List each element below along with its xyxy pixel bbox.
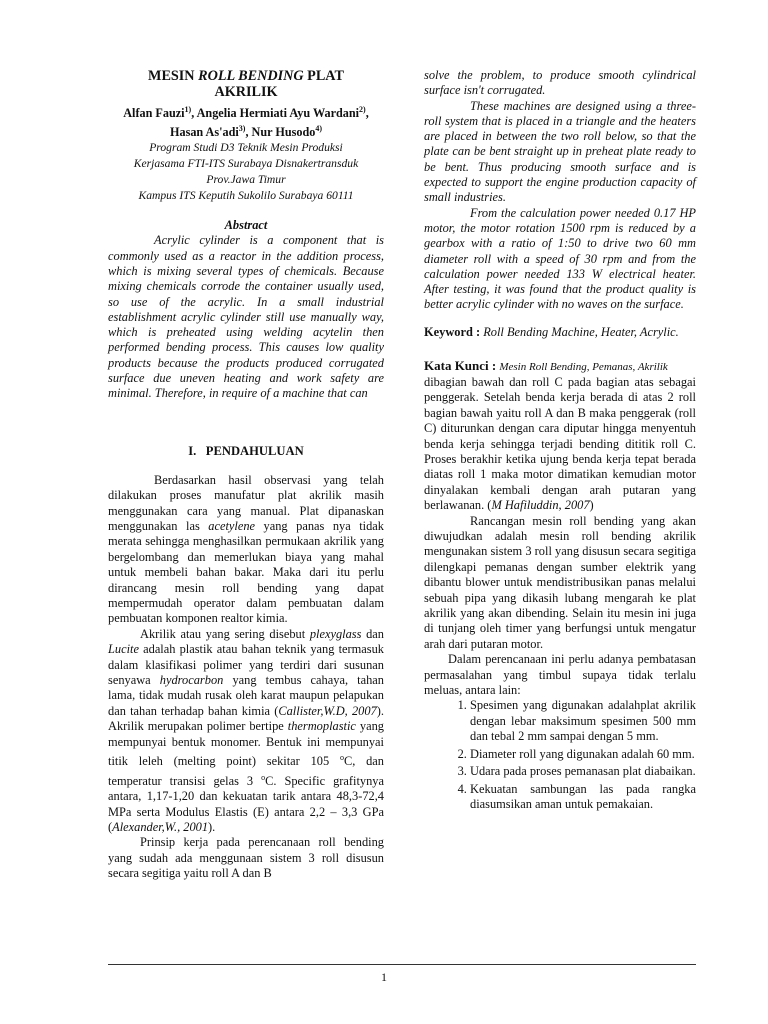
text-run: adalah plastik atau bahan teknik yang termasuk dalam klasifikasi polimer yang terdiri dari susunan senyawa	[108, 642, 384, 688]
italic-run: acetylene	[208, 519, 256, 534]
abstract-paragraph-3: From the calculation power needed 0.17 HP motor, the motor rotation 1500 rpm is reduced by a gearbox with a ratio of 1:50 to drive two 60 mm diameter roll with a speed of 30 rpm and from the calculation power needed 133 W electrical heater. After testing, it was found that the product quality is better acrylic cylinder with no waves on the surface.	[424, 205, 696, 312]
text-run: )	[589, 498, 594, 513]
keywords-label: Keyword :	[424, 324, 481, 339]
author-4-sup: 4)	[315, 124, 322, 134]
intro-paragraph-3-cont	[424, 375, 696, 514]
affiliation-line: Prov.Jawa Timur	[206, 173, 286, 187]
text-run: ).	[208, 819, 216, 834]
abstract-paragraph-1-cont: solve the problem, to produce smooth cylindrical surface isn't corrugated.	[424, 68, 696, 98]
degree-sup: o	[261, 772, 266, 782]
text-run: C, dan temperatur transisi gelas 3	[108, 754, 384, 788]
text-run: ). Akrilik merupakan polimer bertipe	[108, 703, 384, 734]
author-1: Alfan Fauzi	[123, 106, 185, 121]
text-run: Akrilik atau yang sering disebut	[140, 626, 310, 641]
list-item: 1. Spesimen yang digunakan adalahplat akrilik dengan lebar maksimum spesimen 500 mm dan tebal 2 mm sampai dengan 5 mm.	[470, 698, 696, 744]
intro-paragraph-4: Rancangan mesin roll bending yang akan diwujudkan adalah mesin roll bending akrilik mengunakan sistem 3 roll yang disusun secara segitiga dilengkapi pemanas dengan sumber elektrik yang dibantu blower untuk mendistribusikan panas melalui sebuah pipa yang dikasih lubang mengarah ke plat akrilik yang akan dibending. Selain itu mesin ini juga di tunjang oleh timer yang berfungsi untuk mengatur arah dari putaran motor.	[424, 513, 696, 651]
title-italic: ROLL BENDING	[198, 68, 304, 84]
abstract-heading: Abstract	[224, 218, 268, 233]
keywords	[424, 325, 696, 340]
italic-run: Callister,W.D, 2007	[278, 703, 377, 718]
text-run: C. Specific grafitynya antara, 1,17-1,20 dan kekuatan tarik antara 48,3-72,4 MPa serta Modulus Elastis (E) antara 2,2 – 3,3 GPa (	[108, 773, 384, 834]
kata-kunci-text: Mesin Roll Bending, Pemanas, Akrilik	[499, 360, 668, 373]
intro-paragraph-2	[108, 627, 384, 836]
italic-run: M Hafiluddin, 2007	[491, 498, 590, 513]
affiliation	[108, 140, 384, 204]
intro-paragraph-5: Dalam perencanaan ini perlu adanya pembatasan permasalahan yang timbul supaya tidak terlalu meluas, antara lain:	[424, 652, 696, 698]
kata-kunci	[424, 358, 696, 375]
intro-paragraph-1	[108, 473, 384, 627]
intro-paragraph-3: Prinsip kerja pada perencanaan roll bending yang sudah ada menggunaan sistem 3 roll disusun secara segitiga yaitu roll A dan B	[108, 835, 384, 881]
author-3-sup: 3)	[238, 124, 246, 134]
author-sep: ,	[365, 106, 369, 121]
abstract-paragraph-1: Acrylic cylinder is a component that is commonly used as a reactor in the addition process, which is mixing several types of chemicals. Because mixing chemicals corrode the container usually used, so use of the acrylic. In a small industrial establishment acrylic cylinder still use manually way, which is preheated using welding acytelin then performed bending process. This causes low quality products because the products produced corrugated surface due uneven heating and work safety are minimal. Therefore, in require of a machine that can	[108, 233, 384, 401]
keywords-text: Roll Bending Machine, Heater, Acrylic.	[483, 324, 679, 339]
text-run: yang tembus cahaya, tahan lama, tidak mudah rusak oleh karat maupun pelapukan dan tahan terhadap bahan kimia (	[108, 673, 384, 718]
abstract-paragraph-2: These machines are designed using a three-roll system that is placed in a triangle and the heaters are placed in between the two roll below, so that the plate can be bent straight up in preheat plate ready to be bent. Thus producing smooth surface and is expected to support the engine production capacity of small industries.	[424, 98, 696, 205]
text-run: yang mempunyai bentuk monomer. Bentuk ini mempunyai titik leleh (melting point) sekitar 105	[108, 719, 385, 769]
text-run: yang panas nya tidak merata sehingga menghasilkan permukaan akrilik yang bergelombang dan memerlukan biaya yang mahal untuk membeli bahan bakar. Maka dari itu perlu dirancang mesin roll bending yang dapat mempermudah operator dalam pembuatan dalam pembuatan komponen realtor kimia.	[108, 519, 384, 626]
author-1-sup: 1)	[184, 105, 192, 114]
affiliation-line: Program Studi D3 Teknik Mesin Produksi	[149, 141, 343, 155]
italic-run: Alexander,W., 2001	[112, 819, 209, 834]
title-part2: PLAT	[303, 68, 344, 84]
italic-run: hydrocarbon	[159, 673, 224, 688]
author-3: Hasan As'adi	[170, 125, 239, 140]
page-number: 1	[381, 970, 387, 984]
author-2-sup: 2)	[359, 105, 366, 114]
list-item: 3. Udara pada proses pemanasan plat diabaikan.	[470, 764, 696, 779]
limitations-list	[424, 698, 696, 812]
italic-run: plexyglass	[309, 626, 362, 641]
authors	[108, 102, 384, 140]
right-column	[424, 68, 696, 814]
title-line2: AKRILIK	[214, 84, 278, 100]
left-column	[108, 68, 384, 882]
section-heading-pendahuluan: I. PENDAHULUAN	[188, 443, 304, 458]
list-item: 2. Diameter roll yang digunakan adalah 60 mm.	[470, 747, 696, 762]
text-run: dibagian bawah dan roll C pada bagian atas sebagai penggerak. Setelah benda kerja berada di atas 2 roll bagian bawah yaitu roll A dan B maka penggerak (roll C) diturunkan dengan cara diputar hingga menyentuh benda kerja sehingga terjadi bending dititik roll C. Proses berakhir ketika ujung benda kerja tepat berada diatas roll 1 maka motor dimatikan kemudian motor dinyalakan kembali dengan arah putaran yang berlawanan. (	[424, 374, 696, 513]
title-part1: MESIN	[148, 68, 199, 84]
list-item: 4. Kekuatan sambungan las pada rangka diasumsikan aman untuk pemakaian.	[470, 782, 696, 813]
text-run: dan	[361, 626, 384, 641]
italic-run: Lucite	[108, 642, 139, 657]
affiliation-line: Kerjasama FTI-ITS Surabaya Disnakertransduk	[133, 157, 359, 171]
text-run: Berdasarkan hasil observasi yang telah dilakukan proses manufatur plat akrilik masih menggunakan cara yang manual. Plat dipanaskan menggunakan las	[108, 472, 384, 534]
kata-kunci-label: Kata Kunci :	[424, 357, 497, 373]
paper-title	[108, 68, 384, 100]
italic-run: thermoplastic	[287, 719, 356, 734]
degree-sup: o	[339, 753, 344, 763]
footer-rule	[108, 964, 696, 965]
author-2: , Angelia Hermiati Ayu Wardani	[191, 106, 360, 121]
author-4: , Nur Husodo	[245, 125, 316, 140]
affiliation-line: Kampus ITS Keputih Sukolilo Surabaya 60111	[138, 189, 354, 203]
